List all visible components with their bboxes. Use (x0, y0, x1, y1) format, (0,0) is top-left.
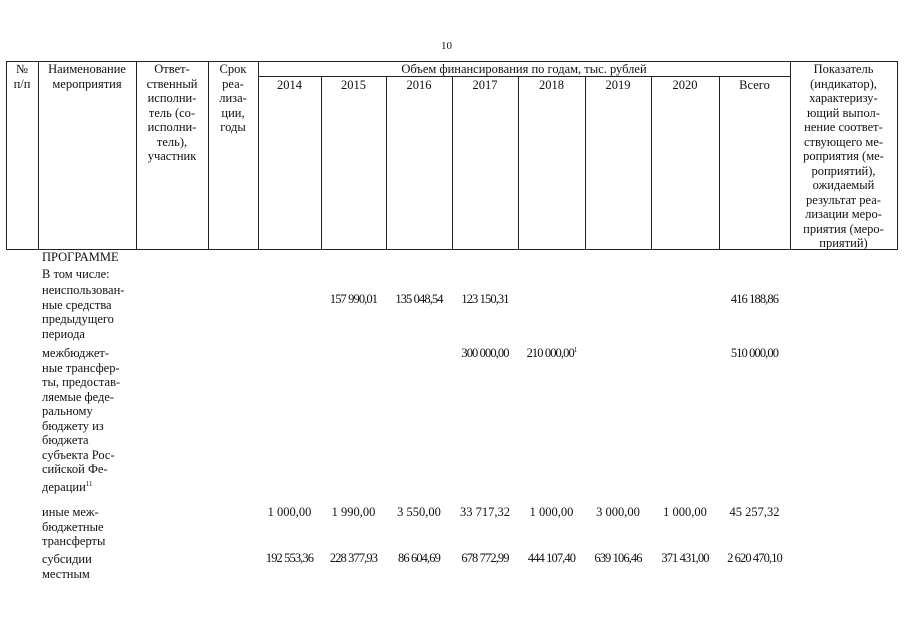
header-col-responsible: Ответ- ственный исполни- тель (со- исполни- тель), участник (146, 62, 198, 163)
header-year-2017: 2017 (472, 78, 498, 92)
subsidies-2017-value: 678 772,99 (461, 551, 509, 565)
header-year-2019: 2019 (605, 78, 631, 92)
subsidies-total-value: 2 620 470,10 (727, 551, 782, 565)
transfers-2017-value: 300 000,00 (461, 346, 509, 360)
other-2019-value: 3 000,00 (596, 505, 640, 519)
unused-total-value: 416 188,86 (730, 292, 779, 306)
other-2016-value: 3 550,00 (397, 505, 441, 519)
transfers-footnote-mark: 11 (85, 479, 93, 488)
subsidies-2016-value: 86 604,69 (398, 551, 440, 565)
transfers-total-value: 510 000,00 (730, 346, 779, 360)
header-total: Всего (739, 78, 770, 92)
row-programme-label: ПРОГРАММЕ (42, 250, 119, 264)
col-border-y2020 (651, 76, 652, 250)
header-year-2014: 2014 (277, 78, 302, 92)
subsidies-2014-value: 192 553,36 (265, 551, 314, 565)
col-border-y2016 (386, 76, 387, 250)
other-total-value: 45 257,32 (729, 505, 780, 519)
row-transfers-label: межбюджет- ные трансфер- ты, предостав- ляемые феде- ральному бюджету из бюджета субъекта Рос- сийской Фе- дерации$^{11}$ (42, 346, 121, 494)
unused-2017-value: 123 150,31 (461, 292, 509, 306)
transfers-2018-footnote: 1 (573, 346, 577, 354)
header-year-2016: 2016 (406, 78, 432, 92)
row-subsidies-label: субсидии местным (42, 552, 92, 581)
unused-2016-value: 135 048,54 (395, 292, 443, 306)
col-border-y2015 (321, 76, 322, 250)
page-number: 10 (441, 40, 452, 52)
subsidies-2015-value: 228 377,93 (329, 551, 378, 565)
other-2015-value: 1 990,00 (331, 505, 376, 519)
col-border-y2018 (518, 76, 519, 250)
col-border-6 (897, 61, 898, 250)
col-border-y2017 (452, 76, 453, 250)
header-col-term: Срок реа- лиза- ции, годы (219, 62, 247, 134)
header-year-2015: 2015 (341, 78, 366, 92)
subsidies-2019-value: 639 106,46 (594, 551, 642, 565)
header-funding-title: Объем финансирования по годам, тыс. рублей (401, 62, 647, 76)
col-border-total (719, 76, 720, 250)
other-2018-value: 1 000,00 (529, 505, 574, 519)
other-2020-value: 1 000,00 (663, 505, 707, 519)
subsidies-2020-value: 371 431,00 (661, 551, 709, 565)
other-2014-value: 1 000,00 (267, 505, 312, 519)
header-col-name: Наименование мероприятия (48, 62, 126, 91)
row-unused-label: неиспользован- ные средства предыдущего периода (42, 283, 125, 341)
header-col-number: № п/п (13, 62, 31, 91)
col-border-y2019 (585, 76, 586, 250)
row-including-label: В том числе: (42, 267, 110, 281)
row-other-label: иные меж- бюджетные трансферты (42, 505, 106, 548)
subsidies-2018-value: 444 107,40 (527, 551, 576, 565)
unused-2015-value: 157 990,01 (329, 292, 378, 306)
header-col-indicator: Показатель (индикатор), характеризу- ющий выпол- нение соответ- ствующего ме- роприятия (ме- роприятий), ожидаемый результат реа- лизации меро- приятия (меро- приятий) (803, 62, 884, 250)
transfers-2018-value: 210 000,00$^1$ (526, 346, 577, 361)
other-2017-value: 33 717,32 (460, 505, 510, 519)
header-year-2020: 2020 (672, 78, 698, 92)
header-year-2018: 2018 (539, 78, 564, 92)
